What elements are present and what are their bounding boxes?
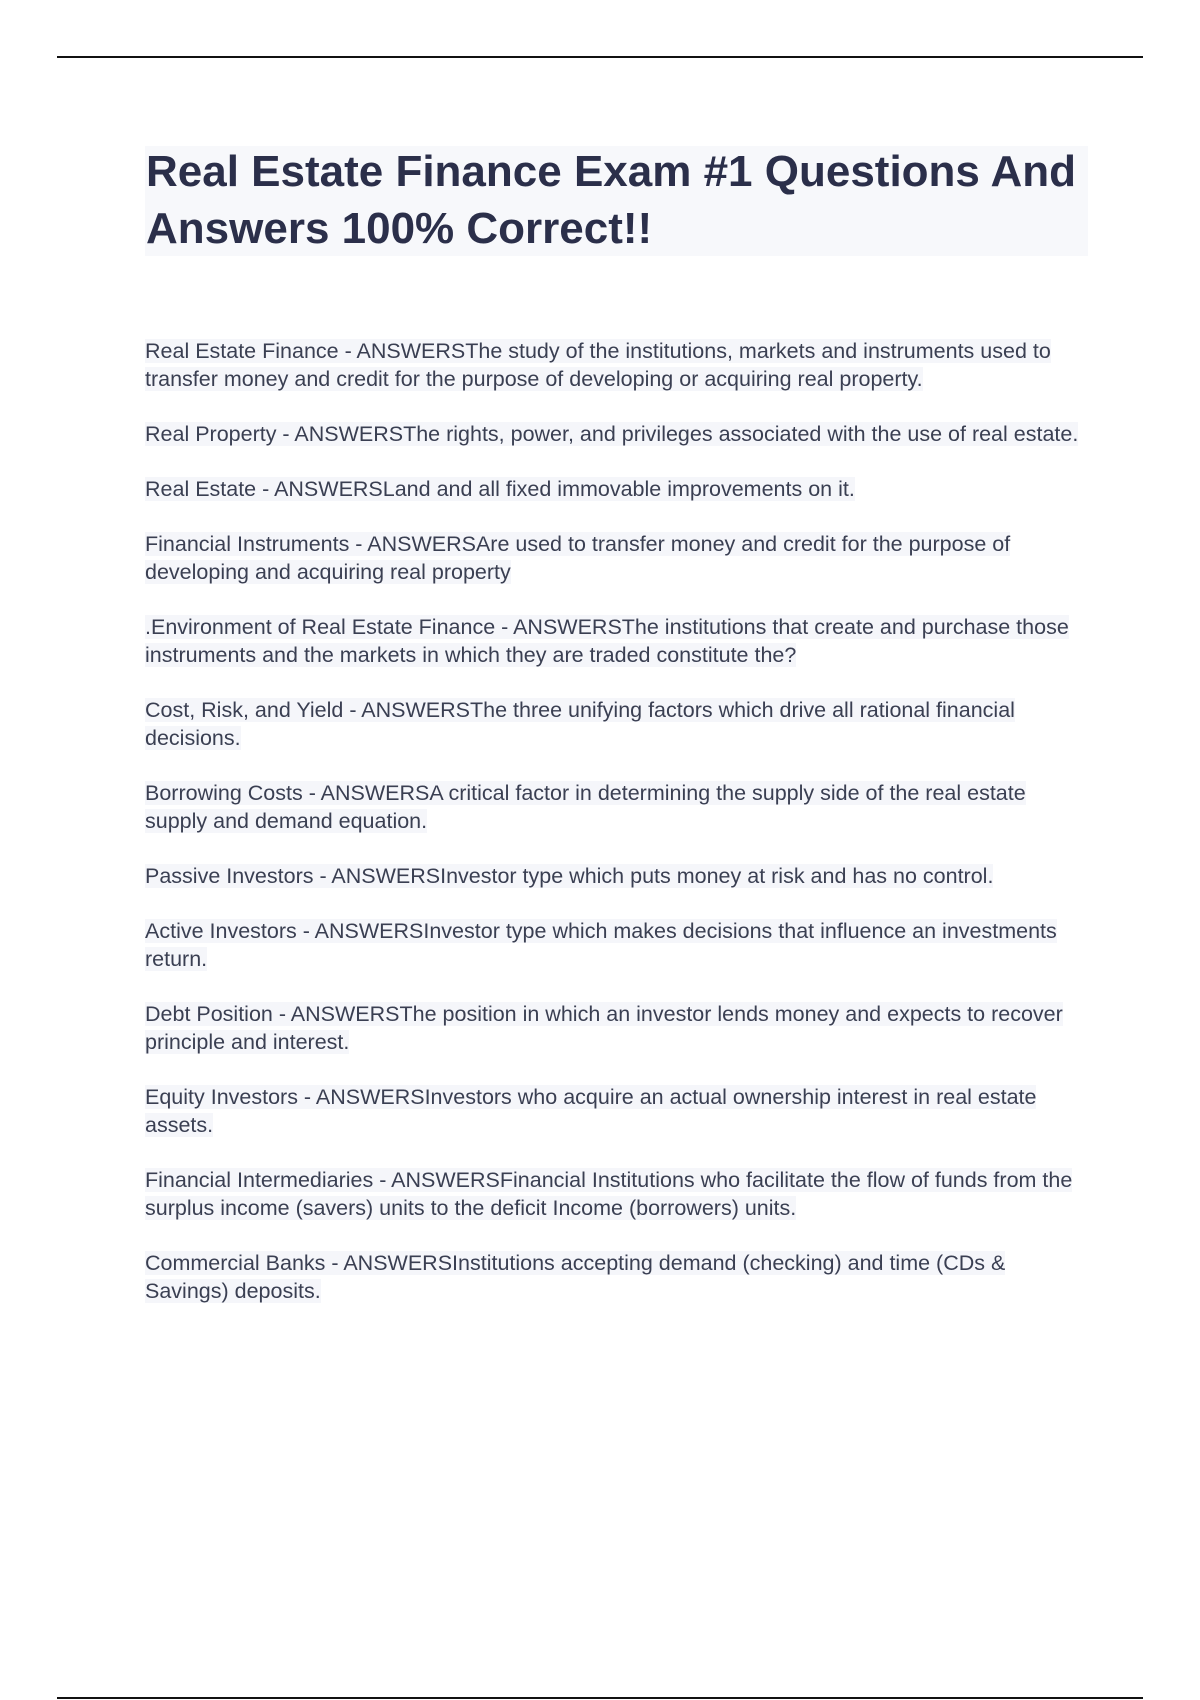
qa-text: Cost, Risk, and Yield - ANSWERSThe three unifying factors which drive all rational financial decisions. [145,698,1015,750]
qa-entry [145,530,1085,586]
qa-text: Real Property - ANSWERSThe rights, power, and privileges associated with the use of real estate. [145,422,1079,446]
qa-text: Equity Investors - ANSWERSInvestors who acquire an actual ownership interest in real estate assets. [145,1085,1037,1137]
qa-text: Real Estate Finance - ANSWERSThe study of the institutions, markets and instruments used to transfer money and credit for the purpose of developing or acquiring real property. [145,339,1051,391]
qa-entry [145,475,1085,503]
qa-text: Financial Intermediaries - ANSWERSFinancial Institutions who facilitate the flow of funds from the surplus income (savers) units to the deficit Income (borrowers) units. [145,1168,1073,1220]
page-title: Real Estate Finance Exam #1 Questions And Answers 100% Correct!! [146,147,1077,253]
qa-text: Debt Position - ANSWERSThe position in which an investor lends money and expects to recover principle and interest. [145,1002,1063,1054]
qa-entry [145,779,1085,835]
qa-list [145,337,1085,1332]
qa-entry [145,613,1085,669]
qa-entry [145,1083,1085,1139]
qa-text: Active Investors - ANSWERSInvestor type which makes decisions that influence an investments return. [145,919,1057,971]
qa-text: .Environment of Real Estate Finance - ANSWERSThe institutions that create and purchase those instruments and the markets in which they are traded constitute the? [145,615,1069,667]
qa-text: Financial Instruments - ANSWERSAre used to transfer money and credit for the purpose of developing and acquiring real property [145,532,1011,584]
qa-text: Real Estate - ANSWERSLand and all fixed immovable improvements on it. [145,477,855,501]
qa-entry [145,337,1085,393]
qa-entry [145,1249,1085,1305]
qa-text: Borrowing Costs - ANSWERSA critical factor in determining the supply side of the real estate supply and demand equation. [145,781,1026,833]
qa-entry [145,862,1085,890]
qa-entry [145,1000,1085,1056]
bottom-divider [57,1697,1143,1699]
qa-entry [145,696,1085,752]
top-divider [57,56,1143,58]
qa-entry [145,917,1085,973]
qa-text: Passive Investors - ANSWERSInvestor type which puts money at risk and has no control. [145,864,994,888]
qa-entry [145,1166,1085,1222]
qa-entry [145,420,1085,448]
qa-text: Commercial Banks - ANSWERSInstitutions accepting demand (checking) and time (CDs & Savings) deposits. [145,1251,1006,1303]
